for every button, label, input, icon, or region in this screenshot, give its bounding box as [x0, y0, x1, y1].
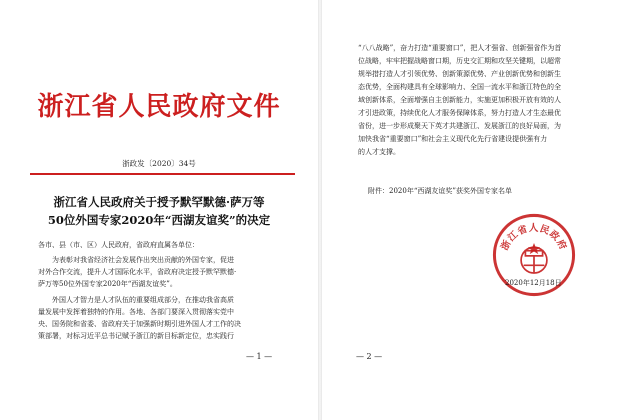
body-text-line: 央、国务院和省委、省政府关于加强新时期引进外国人才工作的决	[38, 320, 241, 328]
page-number-1: — 1 —	[246, 352, 273, 361]
body-text-line: 萨万等50位外国专家2020年“西湖友谊奖”。	[38, 280, 177, 288]
body-text-line: 外国人才智力是人才队伍的重要组成部分，在推动我省高质	[52, 296, 234, 304]
page-gutter	[318, 0, 322, 420]
body-text-line: 对外合作交流，提升人才国际化水平，省政府决定授予默罕默德·	[38, 268, 237, 276]
body-text-line: “八八战略”，奋力打造“重要窗口”，把人才强省、创新强省作为首	[358, 44, 562, 52]
body-text-line: 量发展中发挥着独特的作用。各地、各部门要深入贯彻落实党中	[38, 308, 234, 316]
seal-text: 浙江省人民政府	[499, 222, 569, 253]
body-text-line: 为表彰对我省经济社会发展作出突出贡献的外国专家，促进	[52, 256, 234, 264]
body-text-line: 规举措打造人才引领优势、创新策源优势、产业创新优势和创新生	[358, 70, 561, 78]
document-masthead: 浙江省人民政府文件	[37, 92, 281, 122]
body-text-line: 位战略，牢牢把握战略窗口期，历史交汇期和攻坚关键期，以超常	[358, 57, 561, 65]
attachment-line: 附件：2020年“西湖友谊奖”获奖外国专家名单	[368, 187, 512, 195]
body-text-line: 加快我省“重要窗口”和社会主义现代化先行省建设提供强有力	[358, 135, 548, 143]
body-text-line: 省份，进一步形成聚天下英才共建浙江、发展浙江的良好局面，为	[358, 122, 561, 130]
page-number-2: — 2 —	[356, 352, 383, 361]
body-text-line: 才引进政策，持续优化人才服务保障体系，努力打造人才生态最优	[358, 109, 561, 117]
salutation-line: 各市、县（市、区）人民政府，省政府直属各单位：	[38, 241, 199, 249]
body-text-line: 的人才支撑。	[358, 148, 400, 156]
body-text-line: 策部署，对标习近平总书记赋予浙江的新目标新定位，忠实践行	[38, 332, 234, 340]
signature-date: 2020年12月18日	[505, 279, 562, 287]
document-number: 浙政发〔2020〕34号	[122, 159, 196, 168]
body-text-line: 态优势，全面构建具有全球影响力、全国一流水平和浙江特色的全	[358, 83, 561, 91]
body-text-line: 域创新体系，全面增强自主创新能力，实施更加积极开放有效的人	[358, 96, 561, 104]
red-separator-line	[30, 173, 295, 175]
document-title-line-2: 50位外国专家2020年“西湖友谊奖”的决定	[47, 213, 271, 227]
document-title-line-1: 浙江省人民政府关于授予默罕默德·萨万等	[53, 195, 265, 209]
